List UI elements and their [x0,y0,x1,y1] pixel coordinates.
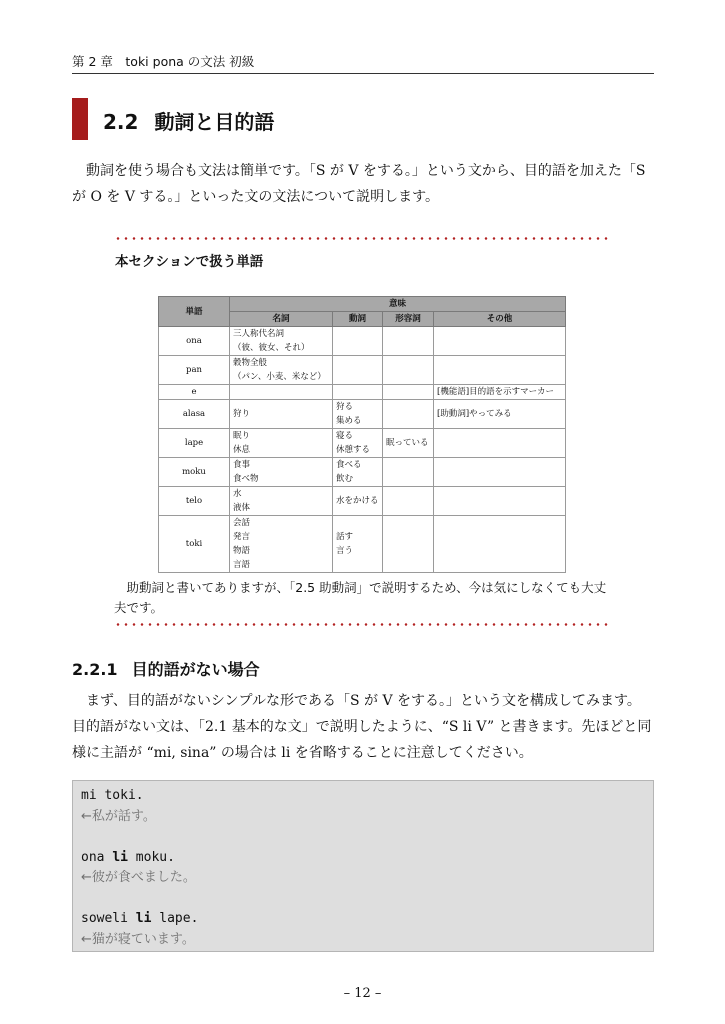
body-line: まず、目的語がないシンプルな形である「S が V をする。」という文を構成してみます。 [86,693,641,709]
cell-noun: 水 液体 [230,487,333,516]
example-translation: ←彼が食べました。 [81,870,196,885]
example-code-box [72,780,654,952]
box-bottom-dotted-rule [114,623,612,626]
cell-adjective [383,487,434,516]
table-row [159,487,566,516]
intro-line: が O を V する。」といった文の文法について説明します。 [72,189,439,205]
cell-other: [助動詞]やってみる [434,400,566,429]
cell-other [434,487,566,516]
example-sentence: soweli li lape. [81,911,199,926]
cell-other: [機能語]目的語を示すマーカー [434,385,566,400]
section-title [103,106,274,135]
cell-other [434,327,566,356]
cell-word: telo [159,487,230,516]
cell-other [434,429,566,458]
cell-noun: 三人称代名詞 （彼、彼女、それ） [230,327,333,356]
table-row [159,429,566,458]
cell-other [434,458,566,487]
table-row [159,385,566,400]
cell-word: lape [159,429,230,458]
cell-adjective [383,356,434,385]
cell-adjective [383,516,434,573]
cell-noun: 狩り [230,400,333,429]
cell-adjective [383,458,434,487]
cell-noun: 穀物全般 （パン、小麦、米など） [230,356,333,385]
cell-verb [333,385,383,400]
cell-adjective [383,327,434,356]
example-sentence: ona li moku. [81,849,175,865]
vocab-box-title: 本セクションで扱う単語 [115,254,264,270]
example-sentence: mi toki. [81,788,144,803]
cell-verb [333,356,383,385]
vocab-table [158,296,566,573]
table-row [159,516,566,573]
cell-word: moku [159,458,230,487]
running-header [72,52,654,74]
subsection-title-text: 目的語がない場合 [131,660,260,679]
cell-noun: 会話 発言 物語 言語 [230,516,333,573]
body-line: 目的語がない文は、「2.1 基本的な文」で説明したように、“S li V” と書きます。先ほどと同 [72,719,652,735]
cell-noun: 食事 食べ物 [230,458,333,487]
cell-verb [333,327,383,356]
table-row [159,356,566,385]
body-paragraph [72,688,656,766]
example-translation: ←私が話す。 [81,808,156,824]
cell-word: toki [159,516,230,573]
cell-adjective [383,400,434,429]
section-number: 2.2 [103,110,139,134]
header-verb: 動詞 [333,312,383,327]
cell-verb: 水をかける [333,487,383,516]
note-line: 助動詞と書いてありますが、「2.5 助動詞」で説明するため、今は気にしなくても大丈 [114,580,607,595]
cell-verb: 話す 言う [333,516,383,573]
cell-verb: 寝る 休憩する [333,429,383,458]
example-translation: ←猫が寝ています。 [81,931,195,947]
header-other: その他 [434,312,566,327]
subsection-number: 2.2.1 [72,660,118,679]
li-particle: li [135,911,152,926]
cell-adjective: 眠っている [383,429,434,458]
box-top-dotted-rule [114,237,612,240]
cell-other [434,356,566,385]
note-line: 夫です。 [114,600,164,615]
header-noun: 名詞 [230,312,333,327]
cell-word: pan [159,356,230,385]
header-meaning: 意味 [230,297,566,312]
li-particle: li [112,849,128,865]
cell-word: e [159,385,230,400]
intro-line: 動詞を使う場合も文法は簡単です。「S が V をする。」という文から、目的語を加えた「S [86,163,646,179]
cell-word: ona [159,327,230,356]
section-title-text: 動詞と目的語 [154,110,275,134]
cell-noun: 眠り 休息 [230,429,333,458]
body-line: 様に主語が “mi, sina” の場合は li を省略することに注意してください。 [72,745,533,761]
chapter-title: 第 2 章 toki pona の文法 初級 [72,54,255,69]
cell-noun [230,385,333,400]
table-row [159,327,566,356]
table-row [159,458,566,487]
page-number: – 12 – [343,986,382,1001]
section-marker-bar [72,98,88,140]
cell-other [434,516,566,573]
cell-adjective [383,385,434,400]
cell-word: alasa [159,400,230,429]
cell-verb: 狩る 集める [333,400,383,429]
table-row [159,400,566,429]
header-word: 単語 [159,297,230,327]
vocab-note [114,578,614,618]
cell-verb: 食べる 飲む [333,458,383,487]
subsection-title [72,657,260,680]
header-adjective: 形容詞 [383,312,434,327]
intro-paragraph [72,158,656,210]
